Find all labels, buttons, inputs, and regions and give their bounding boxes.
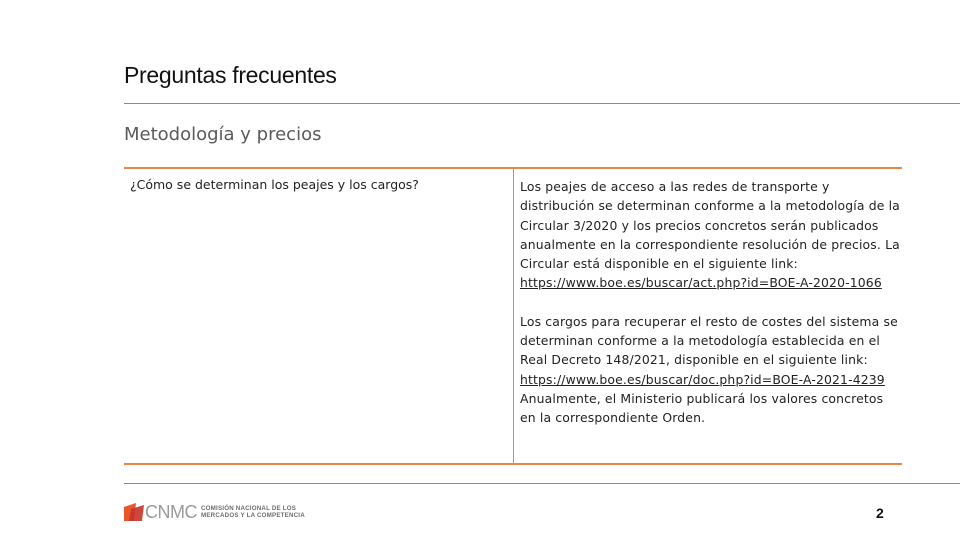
answer-paragraph-peajes [520, 177, 900, 293]
logo-wordmark: CNMC [145, 501, 197, 522]
answer-paragraph-orden: Anualmente, el Ministerio publicará los valores concretos en la correspondiente Orden. [520, 390, 884, 426]
faq-table [124, 167, 902, 465]
column-divider [513, 169, 514, 463]
cnmc-logo [124, 501, 305, 523]
cnmc-logo-mark-icon [124, 503, 144, 521]
section-subtitle: Metodología y precios [124, 124, 322, 145]
answer-text-peajes: Los peajes de acceso a las redes de transporte y distribución se determinan conforme a la metodología de la Circular 3/2020 y los precios concretos serán publicados anualmente en la correspondiente resolución de precios. La Circular está disponible en el siguiente link: [520, 179, 900, 272]
footer-divider [124, 483, 960, 484]
paragraph-gap [520, 293, 900, 312]
link-circular-3-2020[interactable]: https://www.boe.es/buscar/act.php?id=BOE-A-2020-1066 [520, 275, 882, 291]
page-number: 2 [876, 505, 884, 521]
link-real-decreto-148-2021[interactable]: https://www.boe.es/buscar/doc.php?id=BOE-A-2021-4239 [520, 371, 885, 387]
faq-answer [520, 177, 900, 428]
logo-tagline-line2: MERCADOS Y LA COMPETENCIA [201, 512, 305, 519]
logo-tagline-line1: COMISIÓN NACIONAL DE LOS [201, 505, 297, 512]
answer-text-cargos: Los cargos para recuperar el resto de costes del sistema se determinan conforme a la metodología establecida en el Real Decreto 148/2021, disponible en el siguiente link: [520, 313, 898, 368]
answer-paragraph-cargos [520, 312, 900, 389]
logo-tagline [201, 505, 305, 519]
faq-question: ¿Cómo se determinan los peajes y los cargos? [130, 177, 419, 192]
header-divider [124, 103, 960, 104]
page-title: Preguntas frecuentes [124, 62, 337, 88]
